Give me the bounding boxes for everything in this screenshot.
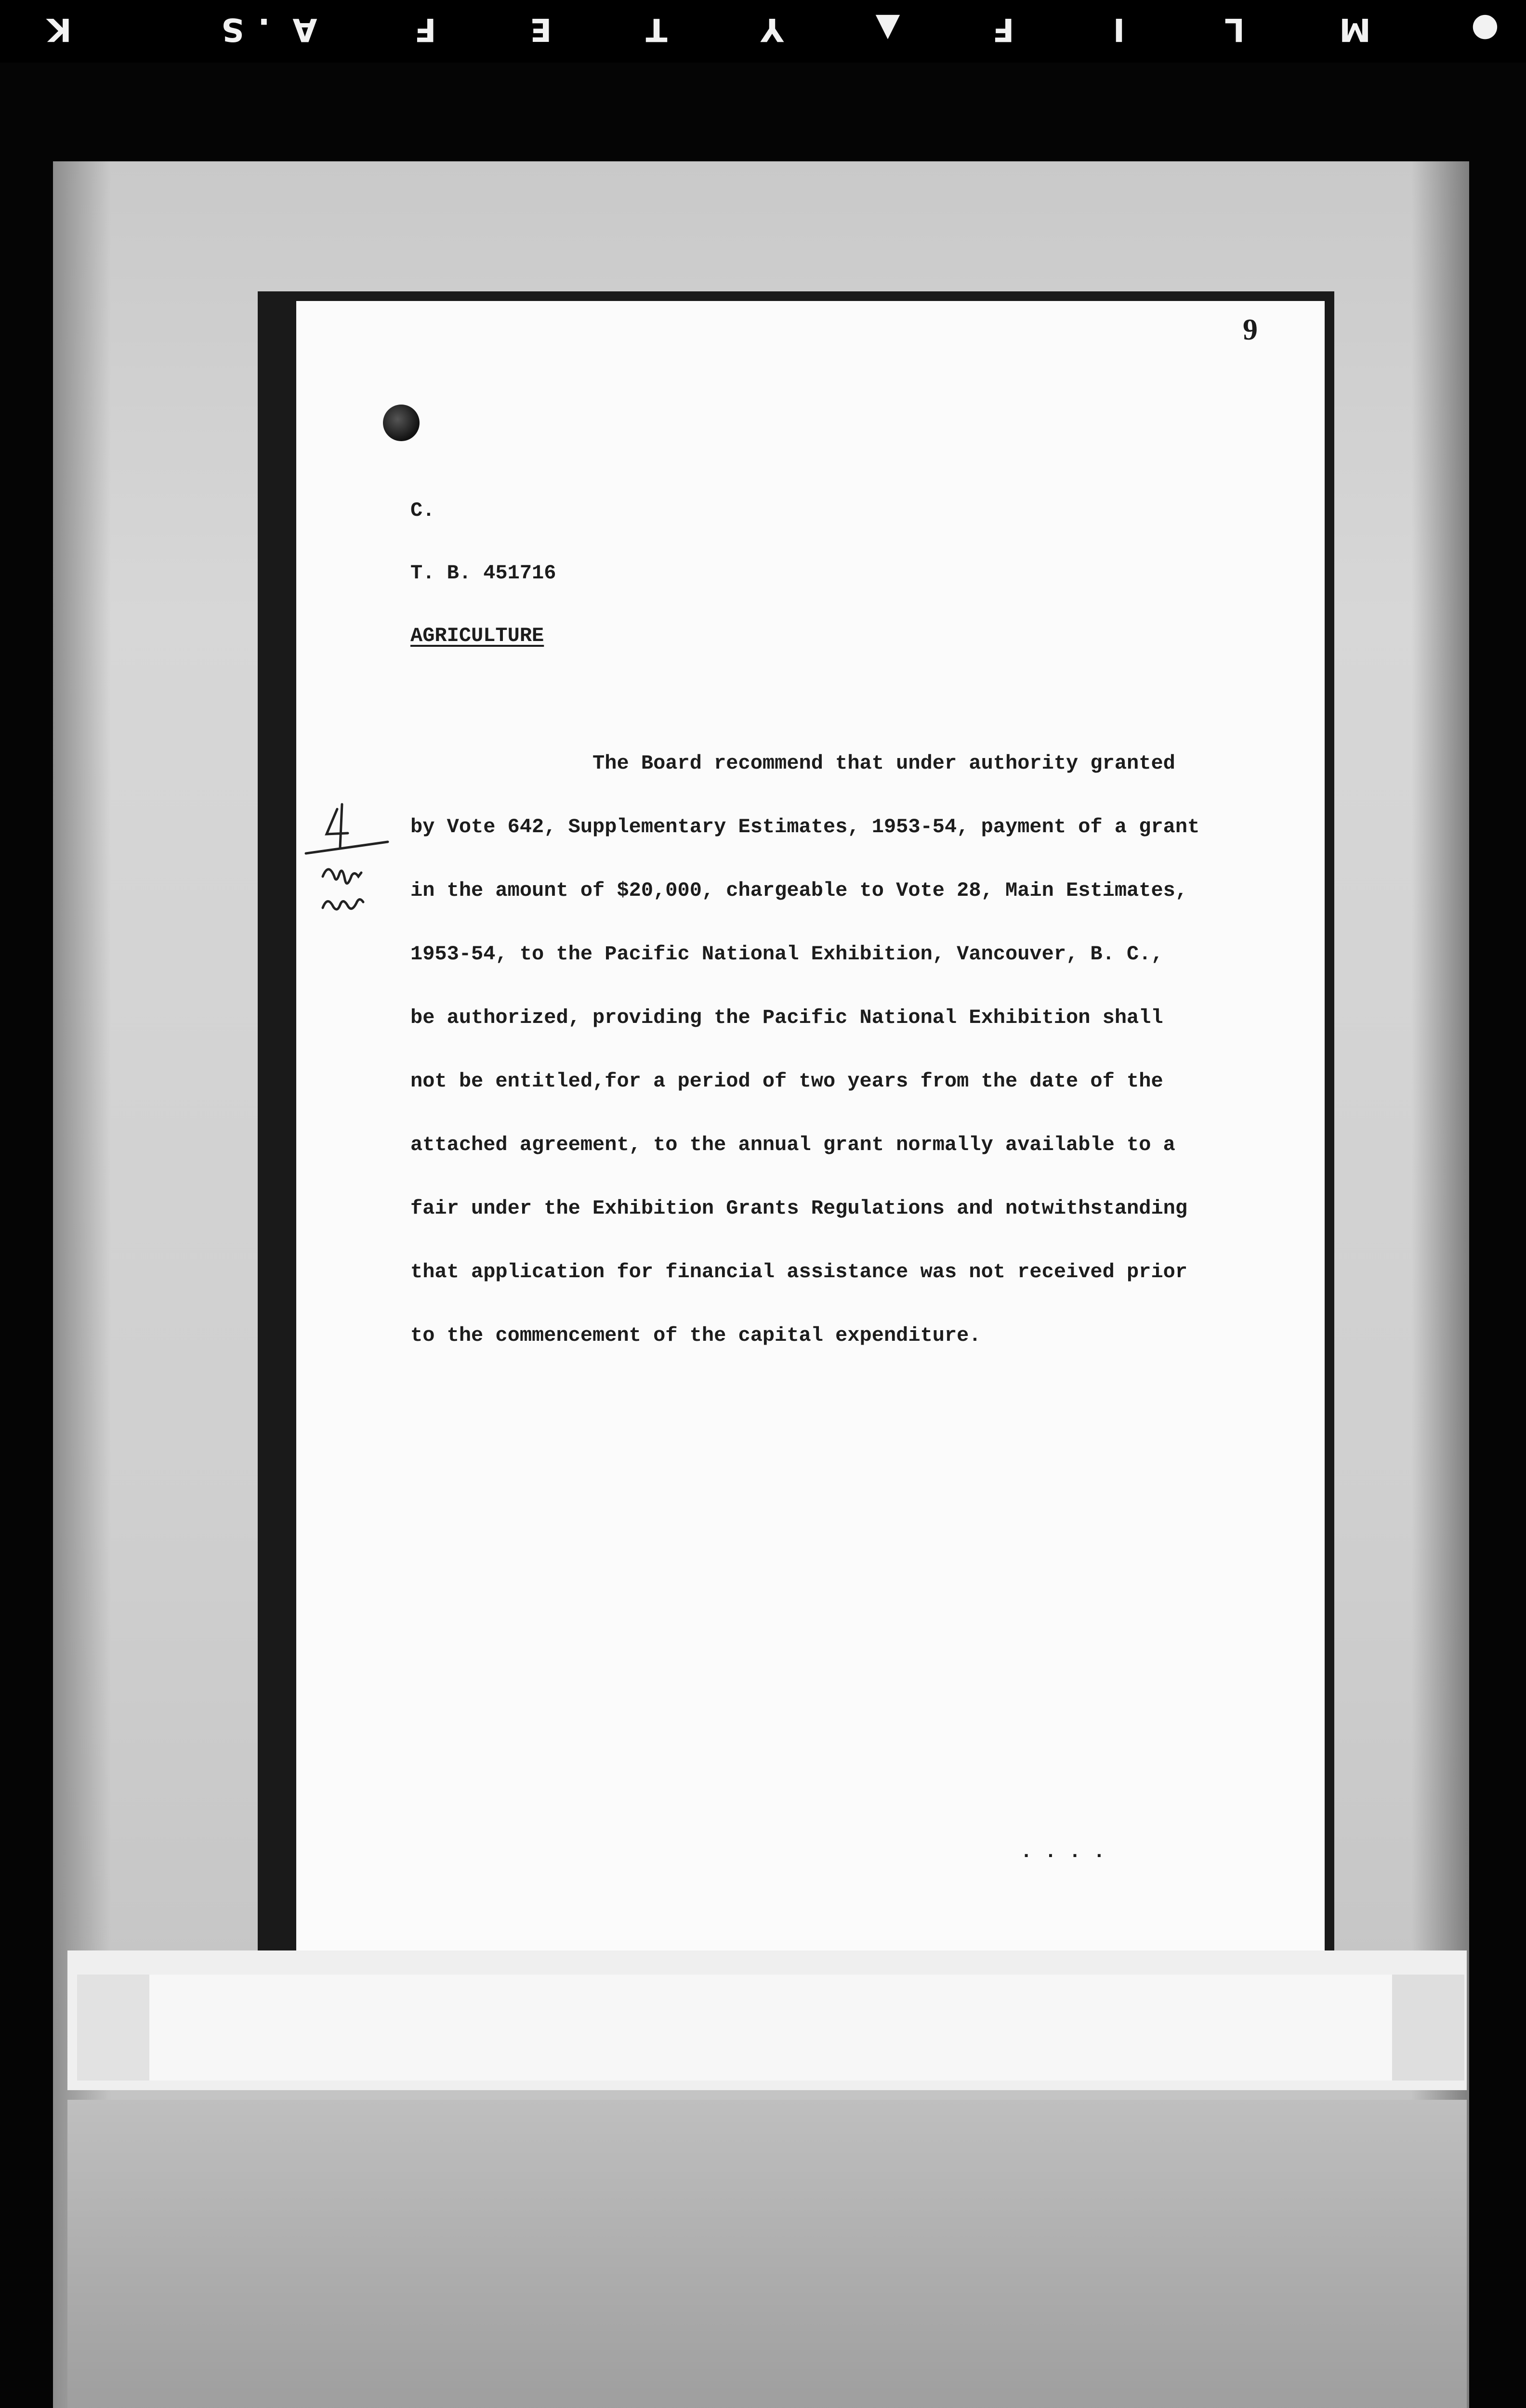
tb-number: T. B. 451716 bbox=[410, 562, 556, 585]
body-line: The Board recommend that under authority granted bbox=[410, 752, 1175, 775]
film-glyph: ● bbox=[1471, 11, 1499, 48]
frame-separator-left bbox=[77, 1975, 149, 2081]
film-glyph: A bbox=[292, 11, 317, 48]
film-glyph: E bbox=[530, 11, 552, 48]
punch-hole bbox=[383, 405, 420, 441]
next-film-frame bbox=[67, 2100, 1467, 2408]
handwritten-margin-note bbox=[303, 799, 390, 929]
frame-separator-right bbox=[1392, 1975, 1464, 2081]
film-glyph: F bbox=[992, 11, 1014, 48]
continuation-dots: . . . . bbox=[1020, 1840, 1105, 1863]
film-glyph: L bbox=[1224, 11, 1245, 48]
body-line: be authorized, providing the Pacific National Exhibition shall bbox=[410, 1006, 1163, 1029]
body-line: 1953-54, to the Pacific National Exhibition, Vancouver, B. C., bbox=[410, 942, 1163, 966]
body-line: that application for financial assistance was not received prior bbox=[410, 1260, 1188, 1283]
film-glyph: . bbox=[258, 11, 270, 48]
body-line: not be entitled,for a period of two years from the date of the bbox=[410, 1070, 1163, 1093]
film-glyph: T bbox=[645, 11, 668, 48]
document-heading: AGRICULTURE bbox=[410, 624, 544, 647]
body-line: by Vote 642, Supplementary Estimates, 1953-54, payment of a grant bbox=[410, 815, 1200, 838]
film-glyph: K bbox=[47, 11, 72, 48]
body-line: fair under the Exhibition Grants Regulations and notwithstanding bbox=[410, 1197, 1188, 1220]
film-glyph: S bbox=[221, 11, 244, 48]
film-edge-lettering bbox=[0, 0, 1526, 63]
film-glyph: F bbox=[414, 11, 436, 48]
film-glyph: Y bbox=[761, 11, 784, 48]
section-letter: C. bbox=[410, 499, 435, 522]
body-line: attached agreement, to the annual grant normally available to a bbox=[410, 1133, 1175, 1156]
frame-separator-inner bbox=[77, 1975, 1460, 2081]
body-line: to the commencement of the capital expenditure. bbox=[410, 1324, 981, 1347]
film-glyph: I bbox=[1113, 11, 1125, 48]
page-number: 9 bbox=[1243, 314, 1258, 346]
film-glyph: M bbox=[1339, 11, 1371, 48]
film-edge-strip bbox=[0, 0, 1526, 63]
film-glyph: ▲ bbox=[875, 11, 900, 48]
body-line: in the amount of $20,000, chargeable to Vote 28, Main Estimates, bbox=[410, 879, 1188, 902]
